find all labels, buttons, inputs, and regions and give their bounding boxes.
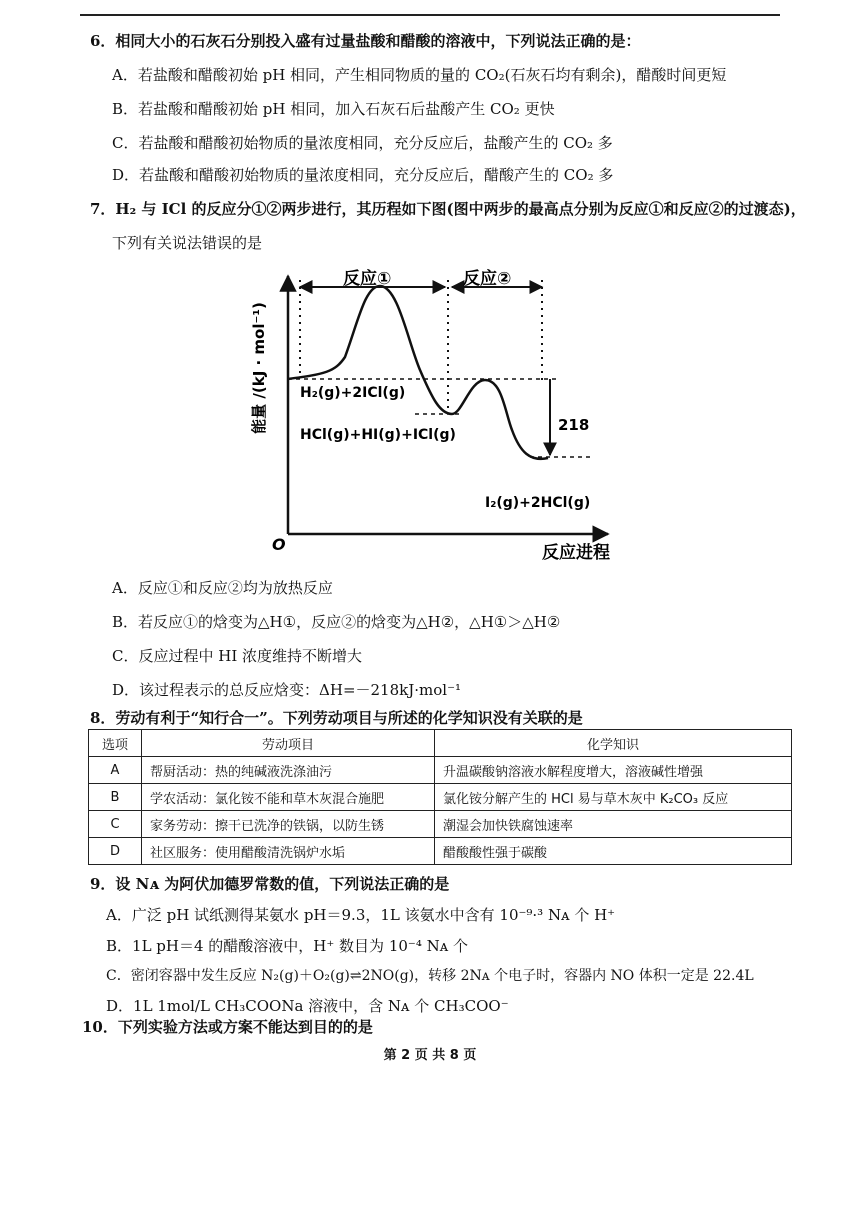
q9-option-a: A．广泛 pH 试纸测得某氨水 pH＝9.3，1L 该氨水中含有 10⁻⁹·³ Nᴀ 个 H⁺: [106, 906, 616, 924]
table-cell: 潮湿会加快铁腐蚀速率: [435, 811, 792, 838]
delta-label: 218: [558, 416, 590, 434]
q8-stem: 8．劳动有利于“知行合一”。下列劳动项目与所述的化学知识没有关联的是: [90, 709, 583, 727]
table-header-row: [89, 730, 792, 757]
q7-option-c: C．反应过程中 HI 浓度维持不断增大: [112, 647, 363, 665]
q9-option-b: B．1L pH＝4 的醋酸溶液中，H⁺ 数目为 10⁻⁴ Nᴀ 个: [106, 937, 468, 955]
products-label: I₂(g)+2HCl(g): [485, 495, 591, 511]
step2-label: 反应②: [463, 269, 512, 289]
table-cell: B: [89, 784, 142, 811]
table-cell: D: [89, 838, 142, 865]
table-row: [89, 811, 792, 838]
q9-option-d: D．1L 1mol/L CH₃COONa 溶液中，含 Nᴀ 个 CH₃COO⁻: [106, 997, 509, 1015]
energy-profile-diagram: [240, 262, 620, 562]
q9-option-c: C．密闭容器中发生反应 N₂(g)＋O₂(g)⇌2NO(g)，转移 2Nᴀ 个电子时，容器内 NO 体积一定是 22.4L: [106, 968, 754, 984]
table-header-cell: 化学知识: [435, 730, 792, 757]
q6-option-d: D．若盐酸和醋酸初始物质的量浓度相同，充分反应后，醋酸产生的 CO₂ 多: [112, 166, 614, 184]
q7-option-b: B．若反应①的焓变为△H①，反应②的焓变为△H②，△H①＞△H②: [112, 613, 561, 631]
table-header-cell: 劳动项目: [142, 730, 435, 757]
reactants-label: H₂(g)+2ICl(g): [300, 385, 406, 401]
q7-stem-continued: 下列有关说法错误的是: [112, 234, 263, 252]
table-row: [89, 784, 792, 811]
table-cell: 家务劳动：擦干已洗净的铁锅，以防生锈: [142, 811, 435, 838]
q9-stem: 9．设 Nᴀ 为阿伏加德罗常数的值，下列说法正确的是: [90, 875, 450, 893]
step1-label: 反应①: [343, 269, 392, 289]
q7-option-d: D．该过程表示的总反应焓变：ΔH=－218kJ·mol⁻¹: [112, 681, 461, 699]
table-row: [89, 757, 792, 784]
x-axis-label: 反应进程: [542, 543, 610, 562]
q10-stem: 10．下列实验方法或方案不能达到目的的是: [82, 1018, 373, 1036]
table-cell: A: [89, 757, 142, 784]
top-rule: [80, 14, 780, 16]
q6-option-b: B．若盐酸和醋酸初始 pH 相同，加入石灰石后盐酸产生 CO₂ 更快: [112, 100, 555, 118]
q6-option-c: C．若盐酸和醋酸初始物质的量浓度相同，充分反应后，盐酸产生的 CO₂ 多: [112, 134, 613, 152]
q6-option-a: A．若盐酸和醋酸初始 pH 相同，产生相同物质的量的 CO₂(石灰石均有剩余)，醋酸时间更短: [112, 66, 727, 84]
q7-stem: 7．H₂ 与 ICl 的反应分①②两步进行，其历程如下图(图中两步的最高点分别为反应①和反应②的过渡态)，: [90, 200, 806, 218]
q7-option-a: A．反应①和反应②均为放热反应: [112, 579, 333, 597]
table-row: [89, 838, 792, 865]
table-cell: 升温碳酸钠溶液水解程度增大，溶液碱性增强: [435, 757, 792, 784]
q6-stem: 6．相同大小的石灰石分别投入盛有过量盐酸和醋酸的溶液中，下列说法正确的是：: [90, 32, 641, 50]
page-footer: 第 2 页 共 8 页: [383, 1048, 477, 1063]
table-cell: 醋酸酸性强于碳酸: [435, 838, 792, 865]
table-cell: 帮厨活动：热的纯碱液洗涤油污: [142, 757, 435, 784]
table-header-cell: 选项: [89, 730, 142, 757]
table-cell: C: [89, 811, 142, 838]
table-cell: 学农活动：氯化铵不能和草木灰混合施肥: [142, 784, 435, 811]
labor-table: [88, 729, 792, 865]
table-cell: 社区服务：使用醋酸清洗锅炉水垢: [142, 838, 435, 865]
y-axis-label: 能量 /(kJ · mol⁻¹): [250, 302, 268, 434]
intermediate-label: HCl(g)+HI(g)+ICl(g): [300, 427, 456, 443]
origin-label: O: [272, 535, 286, 554]
table-cell: 氯化铵分解产生的 HCl 易与草木灰中 K₂CO₃ 反应: [435, 784, 792, 811]
